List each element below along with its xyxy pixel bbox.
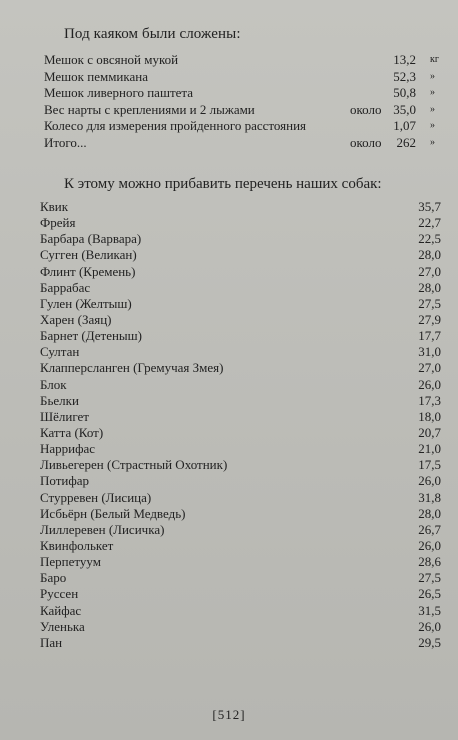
dog-row (40, 554, 441, 570)
dog-value: 26,5 (418, 586, 441, 602)
dog-value: 22,5 (418, 231, 441, 247)
dog-name: Пан (40, 634, 63, 650)
dog-value: 20,7 (418, 424, 441, 440)
dog-row (40, 425, 441, 441)
load-row (44, 118, 444, 135)
dog-name: Катта (Кот) (40, 424, 104, 440)
dog-name: Ливьегерен (Страстный Охотник) (40, 457, 228, 473)
dog-row (40, 280, 441, 296)
load-row (44, 52, 444, 69)
dog-value: 17,5 (418, 457, 441, 473)
page-number: [512] (212, 707, 246, 722)
dog-row (40, 360, 441, 376)
dog-value: 27,9 (418, 311, 441, 327)
dog-name: Барбара (Варвара) (40, 231, 142, 247)
dog-row (40, 506, 441, 522)
load-item-value: 52,3 (393, 68, 416, 84)
dog-value: 35,7 (418, 199, 441, 214)
dog-list (40, 199, 441, 651)
dog-row (40, 409, 441, 425)
dog-value: 28,0 (418, 279, 441, 295)
dog-name: Баро (40, 570, 67, 586)
dog-row (40, 231, 441, 247)
dog-name: Бьелки (40, 392, 79, 408)
dog-name: Квик (40, 199, 69, 214)
dog-row (40, 603, 441, 619)
dog-value: 26,0 (418, 376, 441, 392)
dog-row (40, 344, 441, 360)
load-row (44, 69, 444, 86)
dog-row (40, 522, 441, 538)
dog-value: 28,0 (418, 247, 441, 263)
dog-value: 26,7 (418, 521, 441, 537)
load-item-value: 13,2 (393, 52, 416, 67)
load-item-name: Вес нарты с креплениями и 2 лыжами (44, 101, 255, 117)
dog-row (40, 247, 441, 263)
load-item-unit: » (430, 120, 435, 132)
dog-value: 31,5 (418, 602, 441, 618)
dog-name: Баррабас (40, 279, 91, 295)
dog-name: Стурревен (Лисица) (40, 489, 152, 505)
dog-name: Лиллеревен (Лисичка) (40, 521, 165, 537)
load-item-unit: » (430, 87, 435, 99)
dog-value: 28,0 (418, 505, 441, 521)
dog-name: Сугген (Великан) (40, 247, 137, 263)
dog-value: 27,5 (418, 295, 441, 311)
load-list (44, 52, 444, 152)
load-item-unit: кг (430, 54, 439, 65)
dog-row (40, 215, 441, 231)
dog-name: Перпетуум (40, 554, 101, 570)
dog-value: 18,0 (418, 408, 441, 424)
dog-row (40, 635, 441, 651)
load-item-value: 50,8 (393, 85, 416, 101)
dog-name: Исбьёрн (Белый Медведь) (40, 505, 186, 521)
load-item-unit: » (430, 70, 435, 82)
dog-row (40, 377, 441, 393)
load-row (44, 85, 444, 102)
dog-value: 17,3 (418, 392, 441, 408)
dog-row (40, 393, 441, 409)
load-item-name: Мешок пеммикана (44, 68, 148, 84)
dog-row (40, 199, 441, 215)
dog-name: Потифар (40, 473, 90, 489)
dog-name: Квинфолькет (40, 537, 114, 553)
load-item-name: Мешок ливерного паштета (44, 85, 194, 101)
dog-name: Фрейя (40, 215, 76, 231)
dog-row (40, 538, 441, 554)
dog-name: Руссен (40, 586, 79, 602)
load-item-name: Мешок с овсяной мукой (44, 52, 179, 67)
dog-name: Кайфас (40, 602, 82, 618)
dog-name: Шёлигет (40, 408, 89, 424)
load-heading: Под каяком были сложены: (64, 26, 241, 42)
dog-row (40, 441, 441, 457)
dog-value: 26,0 (418, 537, 441, 553)
dog-name: Уленька (40, 618, 85, 634)
dog-value: 21,0 (418, 441, 441, 457)
dog-row (40, 619, 441, 635)
dogs-heading: К этому можно прибавить перечень наших собак: (64, 176, 382, 192)
dog-value: 22,7 (418, 215, 441, 231)
dog-value: 27,0 (418, 360, 441, 376)
dog-value: 26,0 (418, 473, 441, 489)
dog-value: 26,0 (418, 618, 441, 634)
load-item-about: около (350, 101, 382, 117)
dog-row (40, 490, 441, 506)
dog-row (40, 586, 441, 602)
load-row (44, 102, 444, 119)
load-item-name: Колесо для измерения пройденного расстояния (44, 118, 307, 134)
dog-row (40, 570, 441, 586)
dog-value: 29,5 (418, 634, 441, 650)
dog-row (40, 312, 441, 328)
dog-name: Флинт (Кремень) (40, 263, 136, 279)
dog-value: 27,5 (418, 570, 441, 586)
dog-row (40, 328, 441, 344)
dog-value: 28,6 (418, 554, 441, 570)
dog-name: Харен (Заяц) (40, 311, 112, 327)
load-item-value: 1,07 (393, 118, 416, 134)
load-item-name: Итого... (44, 134, 87, 150)
load-item-unit: » (430, 103, 435, 115)
load-item-value: 35,0 (393, 101, 416, 117)
dog-value: 17,7 (418, 328, 441, 344)
load-item-value: 262 (396, 134, 416, 150)
dog-row (40, 457, 441, 473)
dog-name: Наррифас (40, 441, 96, 457)
dog-name: Барнет (Детеныш) (40, 328, 143, 344)
dog-row (40, 264, 441, 280)
dog-name: Клапперсланген (Гремучая Змея) (40, 360, 224, 376)
dog-value: 31,8 (418, 489, 441, 505)
dog-name: Султан (40, 344, 80, 360)
dog-row (40, 473, 441, 489)
load-item-unit: » (430, 136, 435, 148)
dog-name: Блок (40, 376, 67, 392)
dog-name: Гулен (Желтыш) (40, 295, 132, 311)
dog-row (40, 296, 441, 312)
dog-value: 31,0 (418, 344, 441, 360)
dog-value: 27,0 (418, 263, 441, 279)
load-item-about: около (350, 134, 382, 150)
load-row (44, 135, 444, 152)
